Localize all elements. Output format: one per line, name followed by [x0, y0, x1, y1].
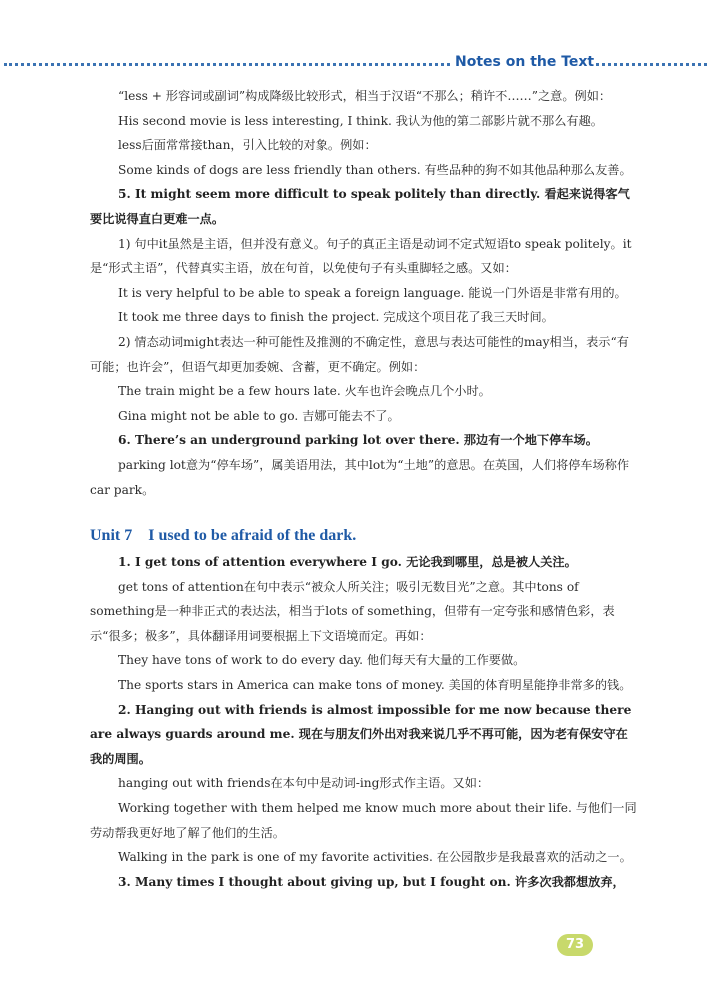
paragraph: 2) 情态动词might表达一种可能性及推测的不确定性，意思与表达可能性的may相当，表示“有可能；也许会”，但语气却更加委婉、含蓄，更不确定。例如：	[90, 334, 629, 374]
unit-label: Unit 7	[90, 527, 133, 545]
header-title: Notes on the Text	[455, 54, 595, 70]
example-sentence: Some kinds of dogs are less friendly than others. 有些品种的狗不如其他品种那么友善。	[118, 162, 632, 177]
page-body	[90, 84, 638, 894]
header-dotted-rule	[4, 63, 450, 66]
note-heading: 3. Many times I thought about giving up, but I fought on. 许多次我都想放弃，	[118, 874, 625, 889]
header-dotted-rule-right	[596, 63, 707, 66]
example-sentence: The train might be a few hours late. 火车也许会晚点几个小时。	[118, 384, 491, 399]
unit-title: I used to be afraid of the dark.	[148, 527, 357, 545]
example-sentence: His second movie is less interesting, I think. 我认为他的第二部影片就不那么有趣。	[118, 113, 603, 128]
paragraph: less后面常常接than，引入比较的对象。例如：	[118, 138, 377, 153]
paragraph: “less + 形容词或副词”构成降级比较形式，相当于汉语“不那么；稍许不……”之意。例如：	[118, 89, 612, 103]
example-sentence: Walking in the park is one of my favorite activities. 在公园散步是我最喜欢的活动之一。	[118, 850, 632, 865]
paragraph: hanging out with friends在本句中是动词-ing形式作主语。又如：	[118, 776, 490, 791]
paragraph: parking lot意为“停车场”，属美语用法，其中lot为“土地”的意思。在英国，人们将停车场称作car park。	[90, 457, 630, 497]
paragraph: get tons of attention在句中表示“被众人所关注；吸引无数目光”之意。其中tons of something是一种非正式的表达法，相当于lots of something，但带有一定夸张和感情色彩，表示“很多；极多”，具体翻译用词要根据上下文语境而定。再如：	[90, 579, 615, 643]
example-sentence: Gina might not be able to go. 吉娜可能去不了。	[118, 408, 400, 423]
paragraph: 1) 句中it虽然是主语，但并没有意义。句子的真正主语是动词不定式短语to speak politely。it是“形式主语”，代替真实主语，放在句首，以免使句子有头重脚轻之感。又如：	[90, 236, 632, 276]
example-sentence: They have tons of work to do every day. 他们每天有大量的工作要做。	[118, 653, 526, 668]
example-sentence: It is very helpful to be able to speak a foreign language. 能说一门外语是非常有用的。	[118, 285, 627, 300]
example-sentence: It took me three days to finish the project. 完成这个项目花了我三天时间。	[118, 310, 554, 325]
page-number: 73	[557, 934, 593, 956]
note-heading: 5. It might seem more difficult to speak politely than directly. 看起来说得客气要比说得直白更难一点。	[90, 187, 630, 226]
note-heading: 2. Hanging out with friends is almost impossible for me now because there are always guards around me. 现在与朋友们外出对我来说几乎不再可能，因为老有保安守在我的周围。	[90, 702, 632, 766]
example-sentence: Working together with them helped me know much more about their life. 与他们一同劳动帮我更好地了解了他们的生活。	[90, 801, 637, 840]
page-header	[0, 54, 711, 74]
note-heading: 1. I get tons of attention everywhere I go. 无论我到哪里，总是被人关注。	[118, 555, 577, 570]
example-sentence: The sports stars in America can make tons of money. 美国的体育明星能挣非常多的钱。	[118, 678, 632, 693]
unit-heading	[90, 524, 638, 548]
note-heading: 6. There’s an underground parking lot over there. 那边有一个地下停车场。	[118, 433, 598, 448]
